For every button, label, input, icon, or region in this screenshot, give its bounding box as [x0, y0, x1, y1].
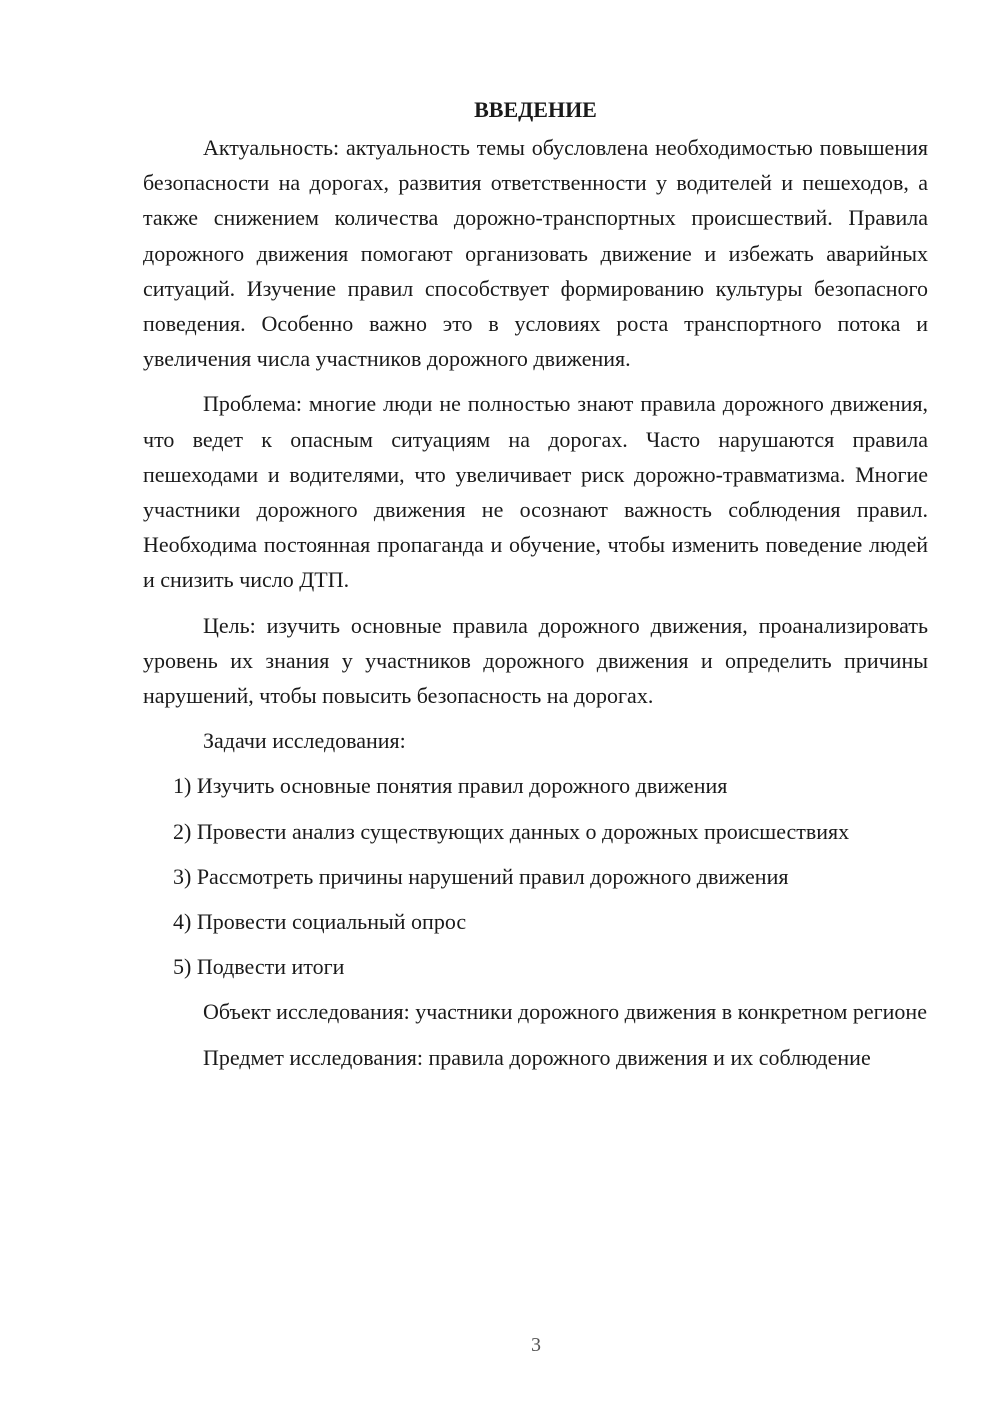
problem-paragraph: Проблема: многие люди не полностью знают правила дорожного движения, что ведет к опасным ситуациям на дорогах. Часто нарушаются правила пешеходами и водителями, что увеличивает риск дорожно-травматизма. Многие участники дорожного движения не осознают важность соблюдения правил. Необходима постоянная пропаганда и обучение, чтобы изменить поведение людей и снизить число ДТП. [143, 391, 928, 593]
tasks-heading: Задачи исследования: [203, 728, 406, 754]
task-item-3: 3) Рассмотреть причины нарушений правил дорожного движения [173, 863, 789, 889]
subject-paragraph: Предмет исследования: правила дорожного движения и их соблюдение [203, 1044, 871, 1070]
section-title: ВВЕДЕНИЕ [474, 97, 597, 122]
page-number: 3 [531, 1334, 541, 1356]
task-item-1: 1) Изучить основные понятия правил дорожного движения [173, 773, 728, 799]
relevance-paragraph: Актуальность: актуальность темы обусловлена необходимостью повышения безопасности на дорогах, развития ответственности у водителей и пешеходов, а также снижением количества дорожно-транспортных происшествий. Правила дорожного движения помогают организовать движение и избежать аварийных ситуаций. Изучение правил способствует формированию культуры безопасного поведения. Особенно важно это в условиях роста транспортного потока и увеличения числа участников дорожного движения. [143, 135, 928, 372]
object-paragraph: Объект исследования: участники дорожного движения в конкретном регионе [203, 999, 927, 1025]
task-item-2: 2) Провести анализ существующих данных о дорожных происшествиях [173, 818, 850, 844]
document-page [143, 92, 928, 1085]
task-item-5: 5) Подвести итоги [173, 954, 345, 980]
goal-paragraph: Цель: изучить основные правила дорожного движения, проанализировать уровень их знания у участников дорожного движения и определить причины нарушений, чтобы повысить безопасность на дорогах. [143, 612, 928, 709]
task-item-4: 4) Провести социальный опрос [173, 909, 467, 935]
